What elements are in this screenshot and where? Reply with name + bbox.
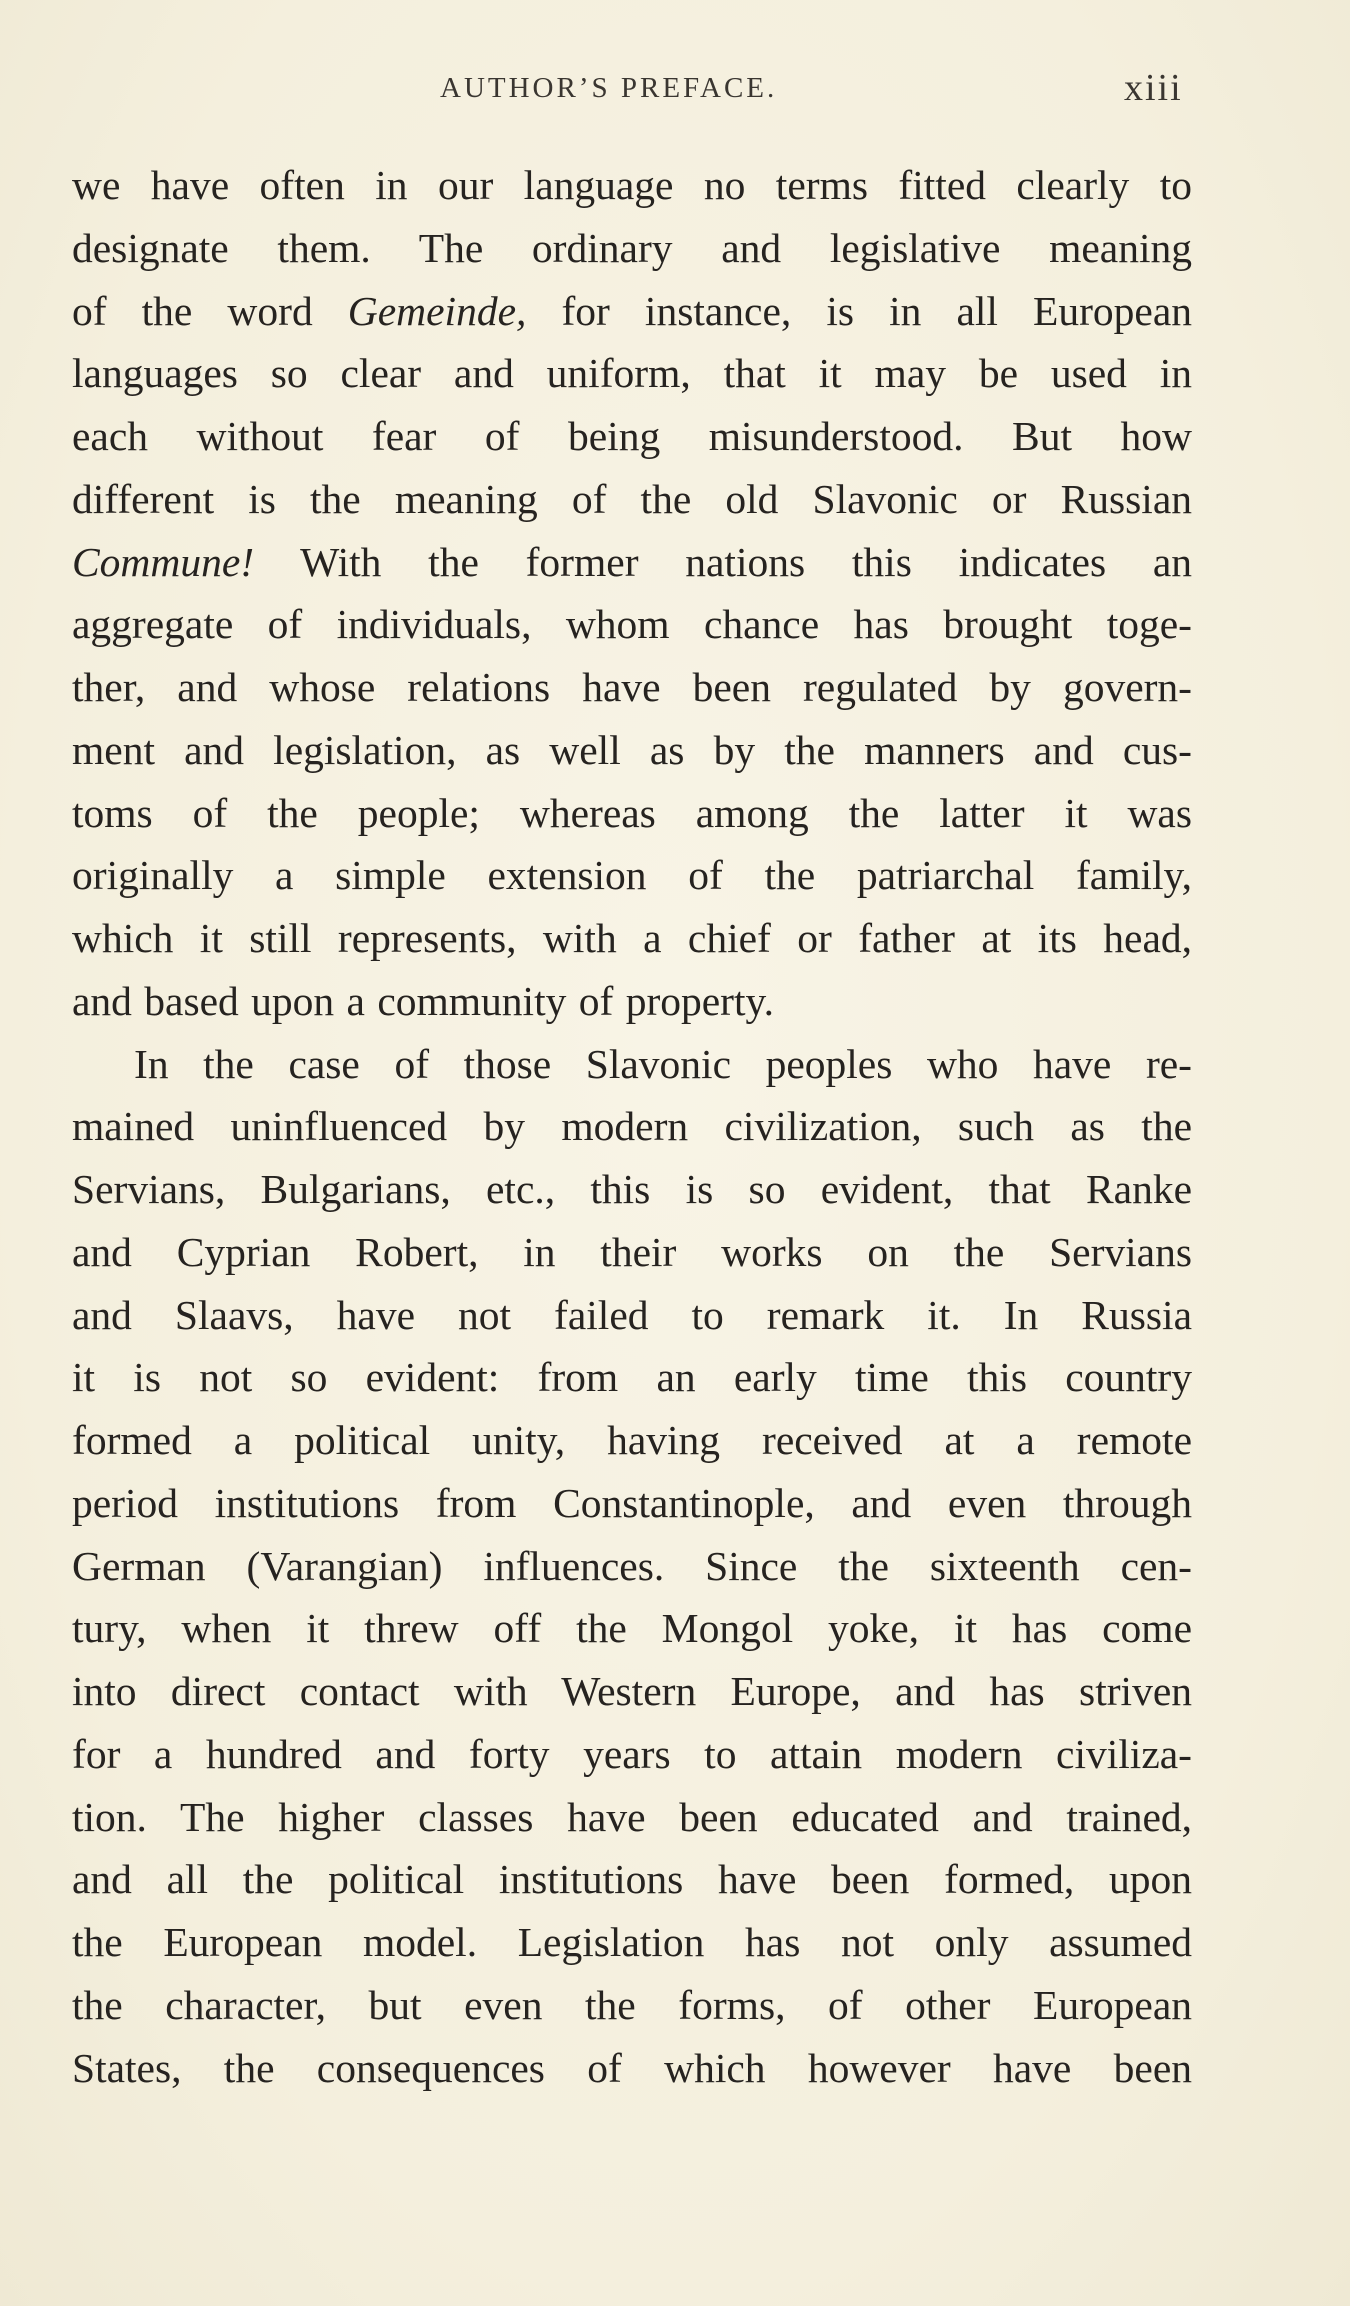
text-line: different is the meaning of the old Slavonic or Russian (72, 475, 1192, 522)
line-segment: of the word (72, 287, 348, 334)
text-line: it is not so evident: from an early time this country (72, 1354, 1192, 1401)
line-segment: for instance, is in all European (526, 287, 1193, 334)
text-line (72, 531, 1192, 594)
italic-term: Gemeinde, (347, 287, 527, 334)
text-line: tion. The higher classes have been educated and trained, (72, 1793, 1192, 1840)
text-line: period institutions from Constantinople, and even through (72, 1479, 1192, 1526)
text-line: tury, when it threw off the Mongol yoke, it has come (72, 1605, 1192, 1652)
page-number: xiii (1124, 67, 1183, 109)
text-line: and Slaavs, have not failed to remark it. In Russia (72, 1291, 1192, 1338)
text-line: languages so clear and uniform, that it may be used in (72, 350, 1192, 397)
text-line: Servians, Bulgarians, etc., this is so evident, that Ranke (72, 1166, 1192, 1212)
body-text (72, 154, 1192, 2099)
italic-term: Commune! (72, 538, 255, 585)
text-line: ment and legislation, as well as by the manners and cus- (72, 726, 1192, 773)
text-line (72, 280, 1192, 343)
text-line: In the case of those Slavonic peoples who have re- (134, 1040, 1192, 1087)
text-line: into direct contact with Western Europe, and has striven (72, 1668, 1192, 1714)
text-line: originally a simple extension of the patriarchal family, (72, 852, 1192, 899)
line-segment: With the former nations this indicates an (254, 538, 1192, 585)
text-line: each without fear of being misunderstood. But how (72, 413, 1192, 459)
text-line: and based upon a community of property. (72, 977, 774, 1024)
text-line: the character, but even the forms, of other European (72, 1981, 1192, 2028)
text-line: formed a political unity, having received at a remote (72, 1417, 1192, 1463)
text-line: we have often in our language no terms fitted clearly to (72, 162, 1192, 208)
text-line: and Cyprian Robert, in their works on the Servians (72, 1228, 1192, 1275)
text-line: toms of the people; whereas among the latter it was (72, 789, 1192, 836)
text-line: States, the consequences of which however have been (72, 2044, 1192, 2091)
text-line: ther, and whose relations have been regulated by govern- (72, 664, 1192, 710)
text-line: which it still represents, with a chief or father at its head, (72, 915, 1192, 961)
text-line: designate them. The ordinary and legislative meaning (72, 224, 1192, 271)
text-line: aggregate of individuals, whom chance has brought toge- (72, 601, 1192, 648)
text-line: mained uninfluenced by modern civilization, such as the (72, 1103, 1192, 1150)
text-line: the European model. Legislation has not only assumed (72, 1919, 1192, 1965)
text-line: and all the political institutions have been formed, upon (72, 1856, 1192, 1903)
text-line: for a hundred and forty years to attain modern civiliza- (72, 1730, 1192, 1777)
text-line: German (Varangian) influences. Since the sixteenth cen- (72, 1542, 1192, 1589)
running-head: AUTHOR’S PREFACE. (440, 72, 778, 104)
